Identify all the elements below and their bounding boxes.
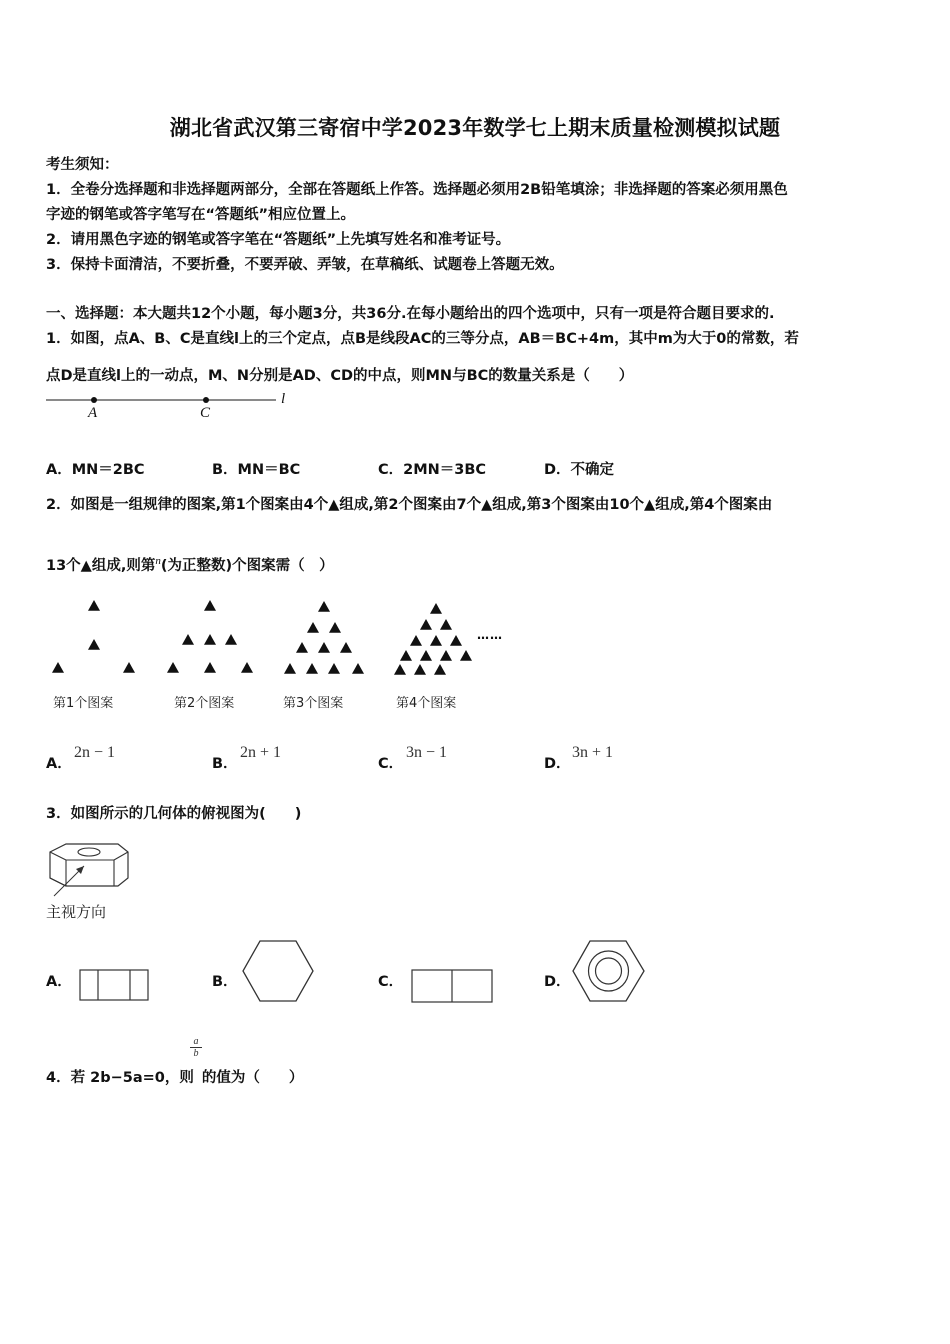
triangle-mark — [340, 642, 352, 653]
triangle-mark — [241, 662, 253, 673]
triangle-mark — [430, 635, 442, 646]
q1-label-l: l — [281, 391, 286, 407]
triangle-mark — [225, 634, 237, 645]
q4-text-pre: 4．若 2b−5a=0，则 — [46, 1070, 194, 1086]
q2-option-c-letter[interactable]: C． — [378, 756, 404, 772]
notice-item-1-cont: 字迹的钢笔或答字笔写在“答题纸”相应位置上。 — [46, 207, 356, 223]
triangle-mark — [88, 600, 100, 611]
triangle-mark — [204, 634, 216, 645]
q2-caption-3: 第3个图案 — [283, 696, 344, 711]
triangle-mark — [52, 662, 64, 673]
triangle-mark — [307, 622, 319, 633]
q3-option-b-letter[interactable]: B． — [212, 974, 238, 990]
q2-option-a-letter[interactable]: A． — [46, 756, 72, 772]
q3-option-c-letter[interactable]: C． — [378, 974, 404, 990]
q2-line2-post: (为正整数)个图案需（ ） — [160, 558, 334, 574]
q2-option-c-value[interactable]: 3n − 1 — [406, 744, 448, 761]
page-title: 湖北省武汉第三寄宿中学2023年数学七上期末质量检测模拟试题 — [169, 116, 781, 140]
triangle-mark — [284, 663, 296, 674]
q4-fraction-numerator: a — [193, 1036, 199, 1047]
q2-caption-2: 第2个图案 — [174, 696, 235, 711]
q3-view-direction-label: 主视方向 — [46, 903, 107, 921]
q3-hex-nut-figure — [44, 838, 134, 898]
triangle-mark — [400, 650, 412, 661]
q2-option-b-value[interactable]: 2n + 1 — [240, 744, 282, 761]
q1-option-b[interactable]: B．MN＝BC — [212, 462, 301, 478]
triangle-mark — [328, 663, 340, 674]
q4-text-post: 的值为（ ） — [201, 1070, 304, 1086]
q3-option-d-letter[interactable]: D． — [544, 974, 571, 990]
q3-option-c-figure[interactable] — [410, 968, 496, 1004]
q1-option-a[interactable]: A．MN＝2BC — [46, 462, 145, 478]
q4-fraction-denominator: b — [190, 1047, 202, 1059]
q1-option-c[interactable]: C．2MN＝3BC — [378, 462, 487, 478]
q3-option-b-figure[interactable] — [240, 938, 316, 1004]
notice-item-1: 1．全卷分选择题和非选择题两部分，全部在答题纸上作答。选择题必须用2B铅笔填涂；非选择题的答案必须用黑色 — [46, 182, 788, 198]
section-heading: 一、选择题：本大题共12个小题，每小题3分，共36分.在每小题给出的四个选项中，只有一项是符合题目要求的. — [46, 306, 775, 322]
triangle-mark — [394, 664, 406, 675]
q4-fraction — [190, 1036, 202, 1059]
q3-option-d-figure[interactable] — [570, 938, 648, 1004]
q4-text — [46, 1066, 303, 1087]
triangle-mark — [204, 600, 216, 611]
triangle-mark — [430, 603, 442, 614]
triangle-mark — [329, 622, 341, 633]
triangle-mark — [420, 650, 432, 661]
triangle-mark — [88, 639, 100, 650]
q2-option-b-letter[interactable]: B． — [212, 756, 238, 772]
q2-option-d-letter[interactable]: D． — [544, 756, 571, 772]
triangle-mark — [123, 662, 135, 673]
notice-heading: 考生须知： — [46, 157, 119, 173]
q2-caption-4: 第4个图案 — [396, 696, 457, 711]
triangle-mark — [352, 663, 364, 674]
triangle-mark — [318, 642, 330, 653]
q3-text: 3．如图所示的几何体的俯视图为( ) — [46, 806, 302, 822]
triangle-mark — [167, 662, 179, 673]
triangle-mark — [410, 635, 422, 646]
triangle-mark — [414, 664, 426, 675]
q2-option-a-value[interactable]: 2n − 1 — [74, 744, 116, 761]
q2-caption-1: 第1个图案 — [53, 696, 114, 711]
q1-line-figure — [44, 390, 294, 422]
triangle-mark — [440, 619, 452, 630]
q2-variable-n: n — [155, 555, 161, 568]
triangle-mark — [318, 601, 330, 612]
q1-option-d[interactable]: D．不确定 — [544, 462, 615, 478]
triangle-mark — [204, 662, 216, 673]
triangle-mark — [182, 634, 194, 645]
q3-option-a-letter[interactable]: A． — [46, 974, 72, 990]
q1-text-line2: 点D是直线l上的一动点，M、N分别是AD、CD的中点，则MN与BC的数量关系是（ ） — [46, 368, 634, 384]
q2-option-d-value[interactable]: 3n + 1 — [572, 744, 614, 761]
q2-line2-pre: 13个▲组成,则第 — [46, 558, 156, 574]
notice-item-2: 2．请用黑色字迹的钢笔或答字笔在“答题纸”上先填写姓名和准考证号。 — [46, 232, 511, 248]
q1-label-a: A — [88, 405, 98, 421]
q2-ellipsis: …… — [477, 628, 503, 642]
q2-text-line2 — [46, 554, 334, 575]
q2-triangle-patterns — [40, 595, 540, 685]
triangle-mark — [450, 635, 462, 646]
triangle-mark — [440, 650, 452, 661]
q3-option-a-figure[interactable] — [78, 968, 152, 1002]
triangle-mark — [460, 650, 472, 661]
q1-label-c: C — [200, 405, 211, 421]
triangle-mark — [420, 619, 432, 630]
triangle-mark — [434, 664, 446, 675]
triangle-mark — [306, 663, 318, 674]
triangle-mark — [296, 642, 308, 653]
notice-item-3: 3．保持卡面清洁，不要折叠，不要弄破、弄皱，在草稿纸、试题卷上答题无效。 — [46, 257, 564, 273]
q1-text-line1: 1．如图，点A、B、C是直线l上的三个定点，点B是线段AC的三等分点，AB＝BC+4m，其中m为大于0的常数，若 — [46, 331, 799, 347]
q2-text-line1: 2．如图是一组规律的图案,第1个图案由4个▲组成,第2个图案由7个▲组成,第3个图案由10个▲组成,第4个图案由 — [46, 497, 773, 513]
